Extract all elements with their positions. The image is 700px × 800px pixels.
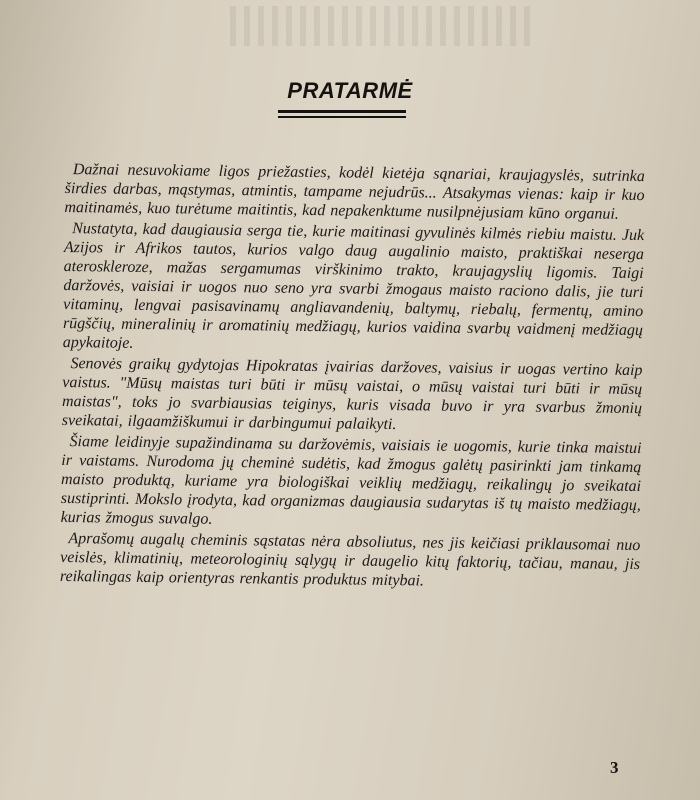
paragraph-4: Šiame leidinyje supažindinama su daržovėmis, vaisiais ie uogomis, kurie tinka maistui ir vaistams. Nurodoma jų cheminė sudėtis, kad žmogus galėtų pasirinkti jam tinkamą maisto produktą, kuriame yra biologiškai veiklių medžiagų, reikalingų jo sveikatai sustiprinti. Mokslo įrodyta, kad organizmas daugiausia sudarytas iš tų maisto medžiagų, kurias žmogus suvalgo.: [60, 433, 642, 528]
page-heading: PRATARMĖ: [287, 78, 413, 103]
page-number: 3: [610, 758, 619, 777]
paragraph-1: Dažnai nesuvokiame ligos priežasties, kodėl kietėja sąnariai, kraujagyslės, sutrinka širdies darbas, mąstymas, atmintis, tampame nejudrūs... Atsakymas vienas: kaip ir kuo maitinamės, kuo turėtume maitintis, kad nepakenktume nusilpnėjusiam kūno organui.: [64, 161, 645, 223]
paragraph-5: Aprašomų augalų cheminis sąstatas nėra absoliutus, nes jis keičiasi priklausomai nuo veislės, klimatinių, meteorologinių sąlygų ir daugelio kitų faktorių, tačiau, manau, jis reikalingas kaip orientyras renkantis produktus mitybai.: [59, 530, 641, 590]
heading-rule-thick: [278, 110, 406, 113]
bleed-through-shadow: [230, 6, 530, 46]
paragraph-3: Senovės graikų gydytojas Hipokratas įvairias daržoves, vaisius ir uogas vertino kaip vaistus. "Mūsų maistas turi būti ir mūsų vaistai, o mūsų vaistai turi būti ir mūsų maistas", toks jo svarbiausias teiginys, kuris visada buvo ir yra svarbus žmonių sveikatai, ilgaamžiškumui ir darbingumui palaikyti.: [61, 355, 643, 434]
paragraph-2: Nustatyta, kad daugiausia serga tie, kurie maitinasi gyvulinės kilmės riebiu maistu. Juk Azijos ir Afrikos tautos, kurios valgo daug augalinio maisto, praktiškai neserga ateroskleroze, mažas sergamumas virškinimo trakto, kraujagyslių ligomis. Taigi daržovės, vaisiai ir uogos nuo seno yra svarbi žmogaus maisto raciono dalis, jie turi vitaminų, lengvai pasisavinamų angliavandenių, baltymų, riebalų, fermentų, amino rūgščių, mineralinių ir aromatinių medžiagų, kurios vaidina svarbų vaidmenį medžiagų apykaitoje.: [62, 220, 645, 352]
body-text: [60, 160, 645, 595]
heading-rule-thin: [278, 116, 406, 118]
